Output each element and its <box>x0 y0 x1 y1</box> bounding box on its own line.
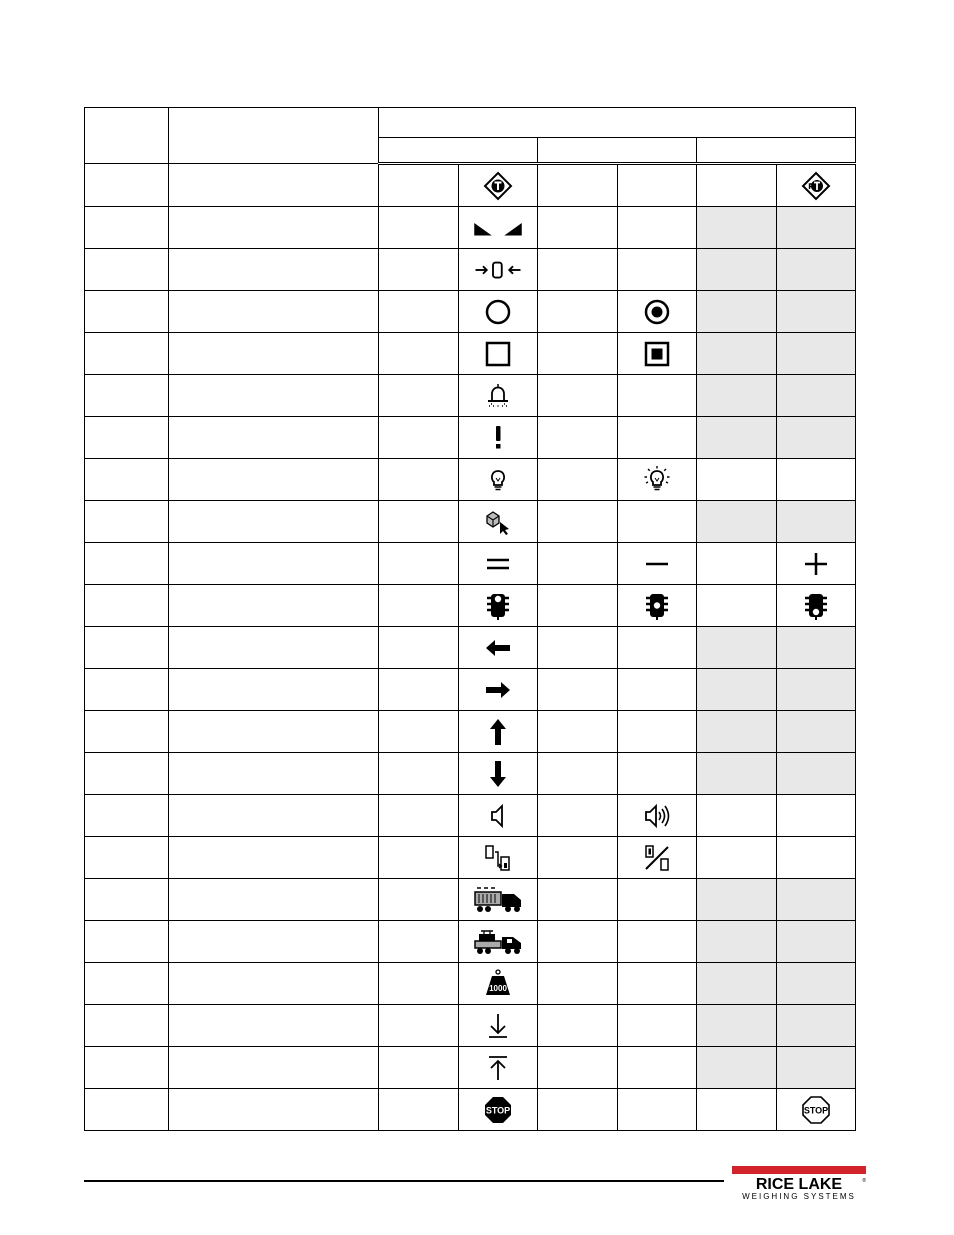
row-cell-text <box>379 249 459 291</box>
row-cell-icon <box>777 1089 856 1131</box>
row-cell-col2 <box>169 753 379 795</box>
row-cell-col2 <box>169 1005 379 1047</box>
row-cell-col2 <box>169 501 379 543</box>
row-cell-text <box>379 501 459 543</box>
row-cell-text <box>538 543 618 585</box>
row-cell-col2 <box>169 669 379 711</box>
row-cell-col1 <box>85 501 169 543</box>
arrow-up-icon <box>483 717 513 747</box>
row-cell-icon <box>777 501 856 543</box>
row-cell-icon <box>618 164 697 207</box>
row-cell-icon <box>618 1005 697 1047</box>
row-cell-icon <box>618 1047 697 1089</box>
row-cell-col2 <box>169 1089 379 1131</box>
row-cell-text <box>538 669 618 711</box>
speaker-on-icon <box>642 801 672 831</box>
row-cell-icon <box>618 207 697 249</box>
table-body <box>85 164 856 1131</box>
row-cell-text <box>697 207 777 249</box>
row-cell-icon <box>618 795 697 837</box>
row-cell-text <box>538 837 618 879</box>
table-row <box>85 837 856 879</box>
row-cell-col2 <box>169 333 379 375</box>
row-cell-text <box>538 795 618 837</box>
row-cell-text <box>697 164 777 207</box>
row-cell-text <box>379 417 459 459</box>
speaker-off-icon <box>483 801 513 831</box>
table-row <box>85 164 856 207</box>
truck-loaded-icon <box>473 927 523 957</box>
row-cell-icon <box>618 837 697 879</box>
row-cell-icon <box>459 543 538 585</box>
table-row <box>85 963 856 1005</box>
row-cell-col1 <box>85 711 169 753</box>
row-cell-col1 <box>85 249 169 291</box>
row-cell-icon <box>459 207 538 249</box>
table-row <box>85 585 856 627</box>
table-row <box>85 375 856 417</box>
row-cell-text <box>697 375 777 417</box>
row-cell-col2 <box>169 291 379 333</box>
row-cell-text <box>697 459 777 501</box>
tare-diamond-icon <box>483 171 513 201</box>
weight-1000-icon <box>483 969 513 999</box>
plus-icon <box>801 549 831 579</box>
row-cell-text <box>697 627 777 669</box>
circle-off-icon <box>483 297 513 327</box>
preset-tare-diamond-icon <box>801 171 831 201</box>
row-cell-col1 <box>85 417 169 459</box>
row-cell-icon <box>777 375 856 417</box>
row-cell-col2 <box>169 417 379 459</box>
row-cell-text <box>379 795 459 837</box>
row-cell-col2 <box>169 711 379 753</box>
row-cell-text <box>697 795 777 837</box>
row-cell-text <box>538 711 618 753</box>
row-cell-text <box>379 585 459 627</box>
alarm-bell-icon <box>483 381 513 411</box>
row-cell-icon <box>459 375 538 417</box>
row-cell-text <box>538 627 618 669</box>
row-cell-icon <box>618 627 697 669</box>
arrow-down-icon <box>483 759 513 789</box>
row-cell-col2 <box>169 164 379 207</box>
row-cell-icon <box>459 291 538 333</box>
table-row <box>85 417 856 459</box>
row-cell-icon <box>618 753 697 795</box>
row-cell-text <box>538 333 618 375</box>
row-cell-text <box>697 753 777 795</box>
row-cell-icon <box>618 375 697 417</box>
row-cell-icon <box>459 711 538 753</box>
table-row <box>85 711 856 753</box>
row-cell-col1 <box>85 291 169 333</box>
table-row <box>85 291 856 333</box>
row-cell-text <box>538 1005 618 1047</box>
row-cell-text <box>379 164 459 207</box>
table-row <box>85 543 856 585</box>
row-cell-icon <box>618 963 697 1005</box>
arrow-left-icon <box>483 633 513 663</box>
arrow-up-bar-icon <box>483 1053 513 1083</box>
row-cell-icon <box>777 291 856 333</box>
row-cell-text <box>379 1089 459 1131</box>
row-cell-col1 <box>85 585 169 627</box>
row-cell-icon <box>777 1005 856 1047</box>
memory-transfer-icon <box>483 843 513 873</box>
row-cell-icon <box>777 207 856 249</box>
traffic-light-green-icon <box>801 591 831 621</box>
row-cell-text <box>379 753 459 795</box>
row-cell-icon <box>459 417 538 459</box>
row-cell-icon <box>459 585 538 627</box>
header-subgroup-1 <box>379 138 538 164</box>
row-cell-icon <box>618 459 697 501</box>
row-cell-icon <box>459 627 538 669</box>
table-row <box>85 669 856 711</box>
row-cell-text <box>697 1089 777 1131</box>
logo-brand-text: RICE LAKE <box>755 1176 843 1193</box>
header-row-top <box>85 108 856 138</box>
row-cell-icon <box>777 711 856 753</box>
row-cell-icon <box>459 669 538 711</box>
row-cell-icon <box>459 1089 538 1131</box>
row-cell-col2 <box>169 543 379 585</box>
row-cell-text <box>538 879 618 921</box>
table-row <box>85 1005 856 1047</box>
row-cell-icon <box>618 543 697 585</box>
motion-ramps-icon <box>473 213 523 243</box>
table-row <box>85 795 856 837</box>
table-row <box>85 333 856 375</box>
row-cell-col2 <box>169 375 379 417</box>
row-cell-text <box>379 627 459 669</box>
row-cell-col1 <box>85 375 169 417</box>
row-cell-col1 <box>85 627 169 669</box>
table-row <box>85 249 856 291</box>
row-cell-icon <box>459 1005 538 1047</box>
table-row <box>85 1047 856 1089</box>
row-cell-text <box>697 711 777 753</box>
row-cell-text <box>697 669 777 711</box>
row-cell-icon <box>459 459 538 501</box>
row-cell-text <box>697 1005 777 1047</box>
header-cell-col1 <box>85 108 169 164</box>
row-cell-col2 <box>169 837 379 879</box>
row-cell-text <box>697 1047 777 1089</box>
row-cell-text <box>379 879 459 921</box>
row-cell-col1 <box>85 879 169 921</box>
table-row <box>85 879 856 921</box>
row-cell-text <box>538 753 618 795</box>
row-cell-icon <box>618 291 697 333</box>
row-cell-text <box>538 459 618 501</box>
table-row <box>85 627 856 669</box>
header-cell-group <box>379 108 856 138</box>
row-cell-text <box>379 207 459 249</box>
row-cell-col2 <box>169 459 379 501</box>
table-row <box>85 459 856 501</box>
row-cell-col1 <box>85 963 169 1005</box>
row-cell-text <box>697 249 777 291</box>
row-cell-icon <box>459 164 538 207</box>
square-off-icon <box>483 339 513 369</box>
row-cell-icon <box>618 333 697 375</box>
row-cell-icon <box>777 627 856 669</box>
row-cell-col2 <box>169 963 379 1005</box>
row-cell-icon <box>777 333 856 375</box>
row-cell-text <box>697 291 777 333</box>
row-cell-col1 <box>85 164 169 207</box>
circle-on-icon <box>642 297 672 327</box>
row-cell-icon <box>777 543 856 585</box>
table-row <box>85 753 856 795</box>
row-cell-text <box>697 417 777 459</box>
row-cell-text <box>379 375 459 417</box>
truck-trailer-icon <box>473 885 523 915</box>
registered-mark: ® <box>862 1178 866 1184</box>
row-cell-col1 <box>85 333 169 375</box>
minus-icon <box>642 549 672 579</box>
row-cell-col2 <box>169 585 379 627</box>
row-cell-icon <box>777 753 856 795</box>
row-cell-text <box>538 375 618 417</box>
row-cell-icon <box>777 459 856 501</box>
row-cell-icon <box>459 501 538 543</box>
logo-tagline: WEIGHING SYSTEMS <box>742 1192 856 1201</box>
row-cell-icon <box>459 1047 538 1089</box>
arrow-right-icon <box>483 675 513 705</box>
row-cell-col1 <box>85 543 169 585</box>
stop-sign-outline-icon <box>801 1095 831 1125</box>
row-cell-icon <box>459 333 538 375</box>
row-cell-icon <box>459 921 538 963</box>
center-of-zero-icon <box>473 255 523 285</box>
row-cell-text <box>379 921 459 963</box>
equal-bars-icon <box>483 549 513 579</box>
rice-lake-logo <box>730 1166 868 1202</box>
memory-split-icon <box>642 843 672 873</box>
row-cell-icon <box>777 585 856 627</box>
row-cell-icon <box>459 879 538 921</box>
row-cell-col2 <box>169 207 379 249</box>
row-cell-icon <box>459 837 538 879</box>
row-cell-text <box>697 963 777 1005</box>
row-cell-col2 <box>169 921 379 963</box>
row-cell-icon <box>618 921 697 963</box>
header-subgroup-2 <box>538 138 697 164</box>
row-cell-text <box>538 417 618 459</box>
row-cell-col1 <box>85 1005 169 1047</box>
table-row <box>85 921 856 963</box>
row-cell-text <box>697 543 777 585</box>
row-cell-text <box>379 1005 459 1047</box>
header-subgroup-3 <box>697 138 856 164</box>
row-cell-text <box>697 921 777 963</box>
traffic-light-red-icon <box>483 591 513 621</box>
exclamation-icon <box>483 423 513 453</box>
bulb-off-icon <box>483 465 513 495</box>
row-cell-text <box>379 333 459 375</box>
row-cell-icon <box>777 164 856 207</box>
row-cell-icon <box>777 669 856 711</box>
symbol-table <box>84 107 856 1131</box>
row-cell-icon <box>459 753 538 795</box>
row-cell-text <box>379 459 459 501</box>
row-cell-icon <box>618 711 697 753</box>
row-cell-text <box>379 669 459 711</box>
row-cell-icon <box>618 669 697 711</box>
table-row <box>85 207 856 249</box>
row-cell-icon <box>618 417 697 459</box>
row-cell-icon <box>618 879 697 921</box>
row-cell-text <box>538 207 618 249</box>
row-cell-text <box>379 1047 459 1089</box>
row-cell-text <box>697 879 777 921</box>
row-cell-col1 <box>85 1089 169 1131</box>
row-cell-col1 <box>85 753 169 795</box>
row-cell-text <box>697 837 777 879</box>
row-cell-text <box>538 164 618 207</box>
row-cell-text <box>538 1089 618 1131</box>
row-cell-text <box>379 543 459 585</box>
logo-red-bar <box>732 1166 866 1174</box>
row-cell-text <box>538 501 618 543</box>
row-cell-icon <box>618 585 697 627</box>
row-cell-text <box>697 585 777 627</box>
row-cell-text <box>379 711 459 753</box>
cube-cursor-icon <box>483 507 513 537</box>
header-cell-col2 <box>169 108 379 164</box>
traffic-light-yellow-icon <box>642 591 672 621</box>
arrow-down-bar-icon <box>483 1011 513 1041</box>
row-cell-text <box>538 1047 618 1089</box>
row-cell-col1 <box>85 795 169 837</box>
row-cell-text <box>697 501 777 543</box>
row-cell-icon <box>777 963 856 1005</box>
row-cell-icon <box>777 879 856 921</box>
row-cell-text <box>697 333 777 375</box>
row-cell-icon <box>459 963 538 1005</box>
row-cell-text <box>538 291 618 333</box>
bulb-on-icon <box>642 465 672 495</box>
table-row <box>85 501 856 543</box>
row-cell-col2 <box>169 795 379 837</box>
row-cell-icon <box>777 795 856 837</box>
stop-sign-filled-icon <box>483 1095 513 1125</box>
row-cell-icon <box>618 501 697 543</box>
row-cell-col1 <box>85 837 169 879</box>
row-cell-text <box>538 921 618 963</box>
row-cell-col1 <box>85 1047 169 1089</box>
row-cell-icon <box>777 837 856 879</box>
row-cell-col1 <box>85 207 169 249</box>
row-cell-text <box>379 963 459 1005</box>
row-cell-icon <box>618 249 697 291</box>
row-cell-text <box>538 585 618 627</box>
row-cell-icon <box>459 249 538 291</box>
row-cell-col1 <box>85 459 169 501</box>
row-cell-text <box>538 249 618 291</box>
row-cell-text <box>379 291 459 333</box>
row-cell-col2 <box>169 1047 379 1089</box>
footer-rule <box>84 1180 724 1182</box>
row-cell-col1 <box>85 921 169 963</box>
row-cell-text <box>379 837 459 879</box>
row-cell-col2 <box>169 627 379 669</box>
row-cell-icon <box>777 1047 856 1089</box>
row-cell-text <box>538 963 618 1005</box>
row-cell-icon <box>777 921 856 963</box>
row-cell-icon <box>777 249 856 291</box>
row-cell-col1 <box>85 669 169 711</box>
row-cell-icon <box>618 1089 697 1131</box>
square-on-icon <box>642 339 672 369</box>
row-cell-col2 <box>169 249 379 291</box>
row-cell-col2 <box>169 879 379 921</box>
row-cell-icon <box>777 417 856 459</box>
row-cell-icon <box>459 795 538 837</box>
table-row <box>85 1089 856 1131</box>
